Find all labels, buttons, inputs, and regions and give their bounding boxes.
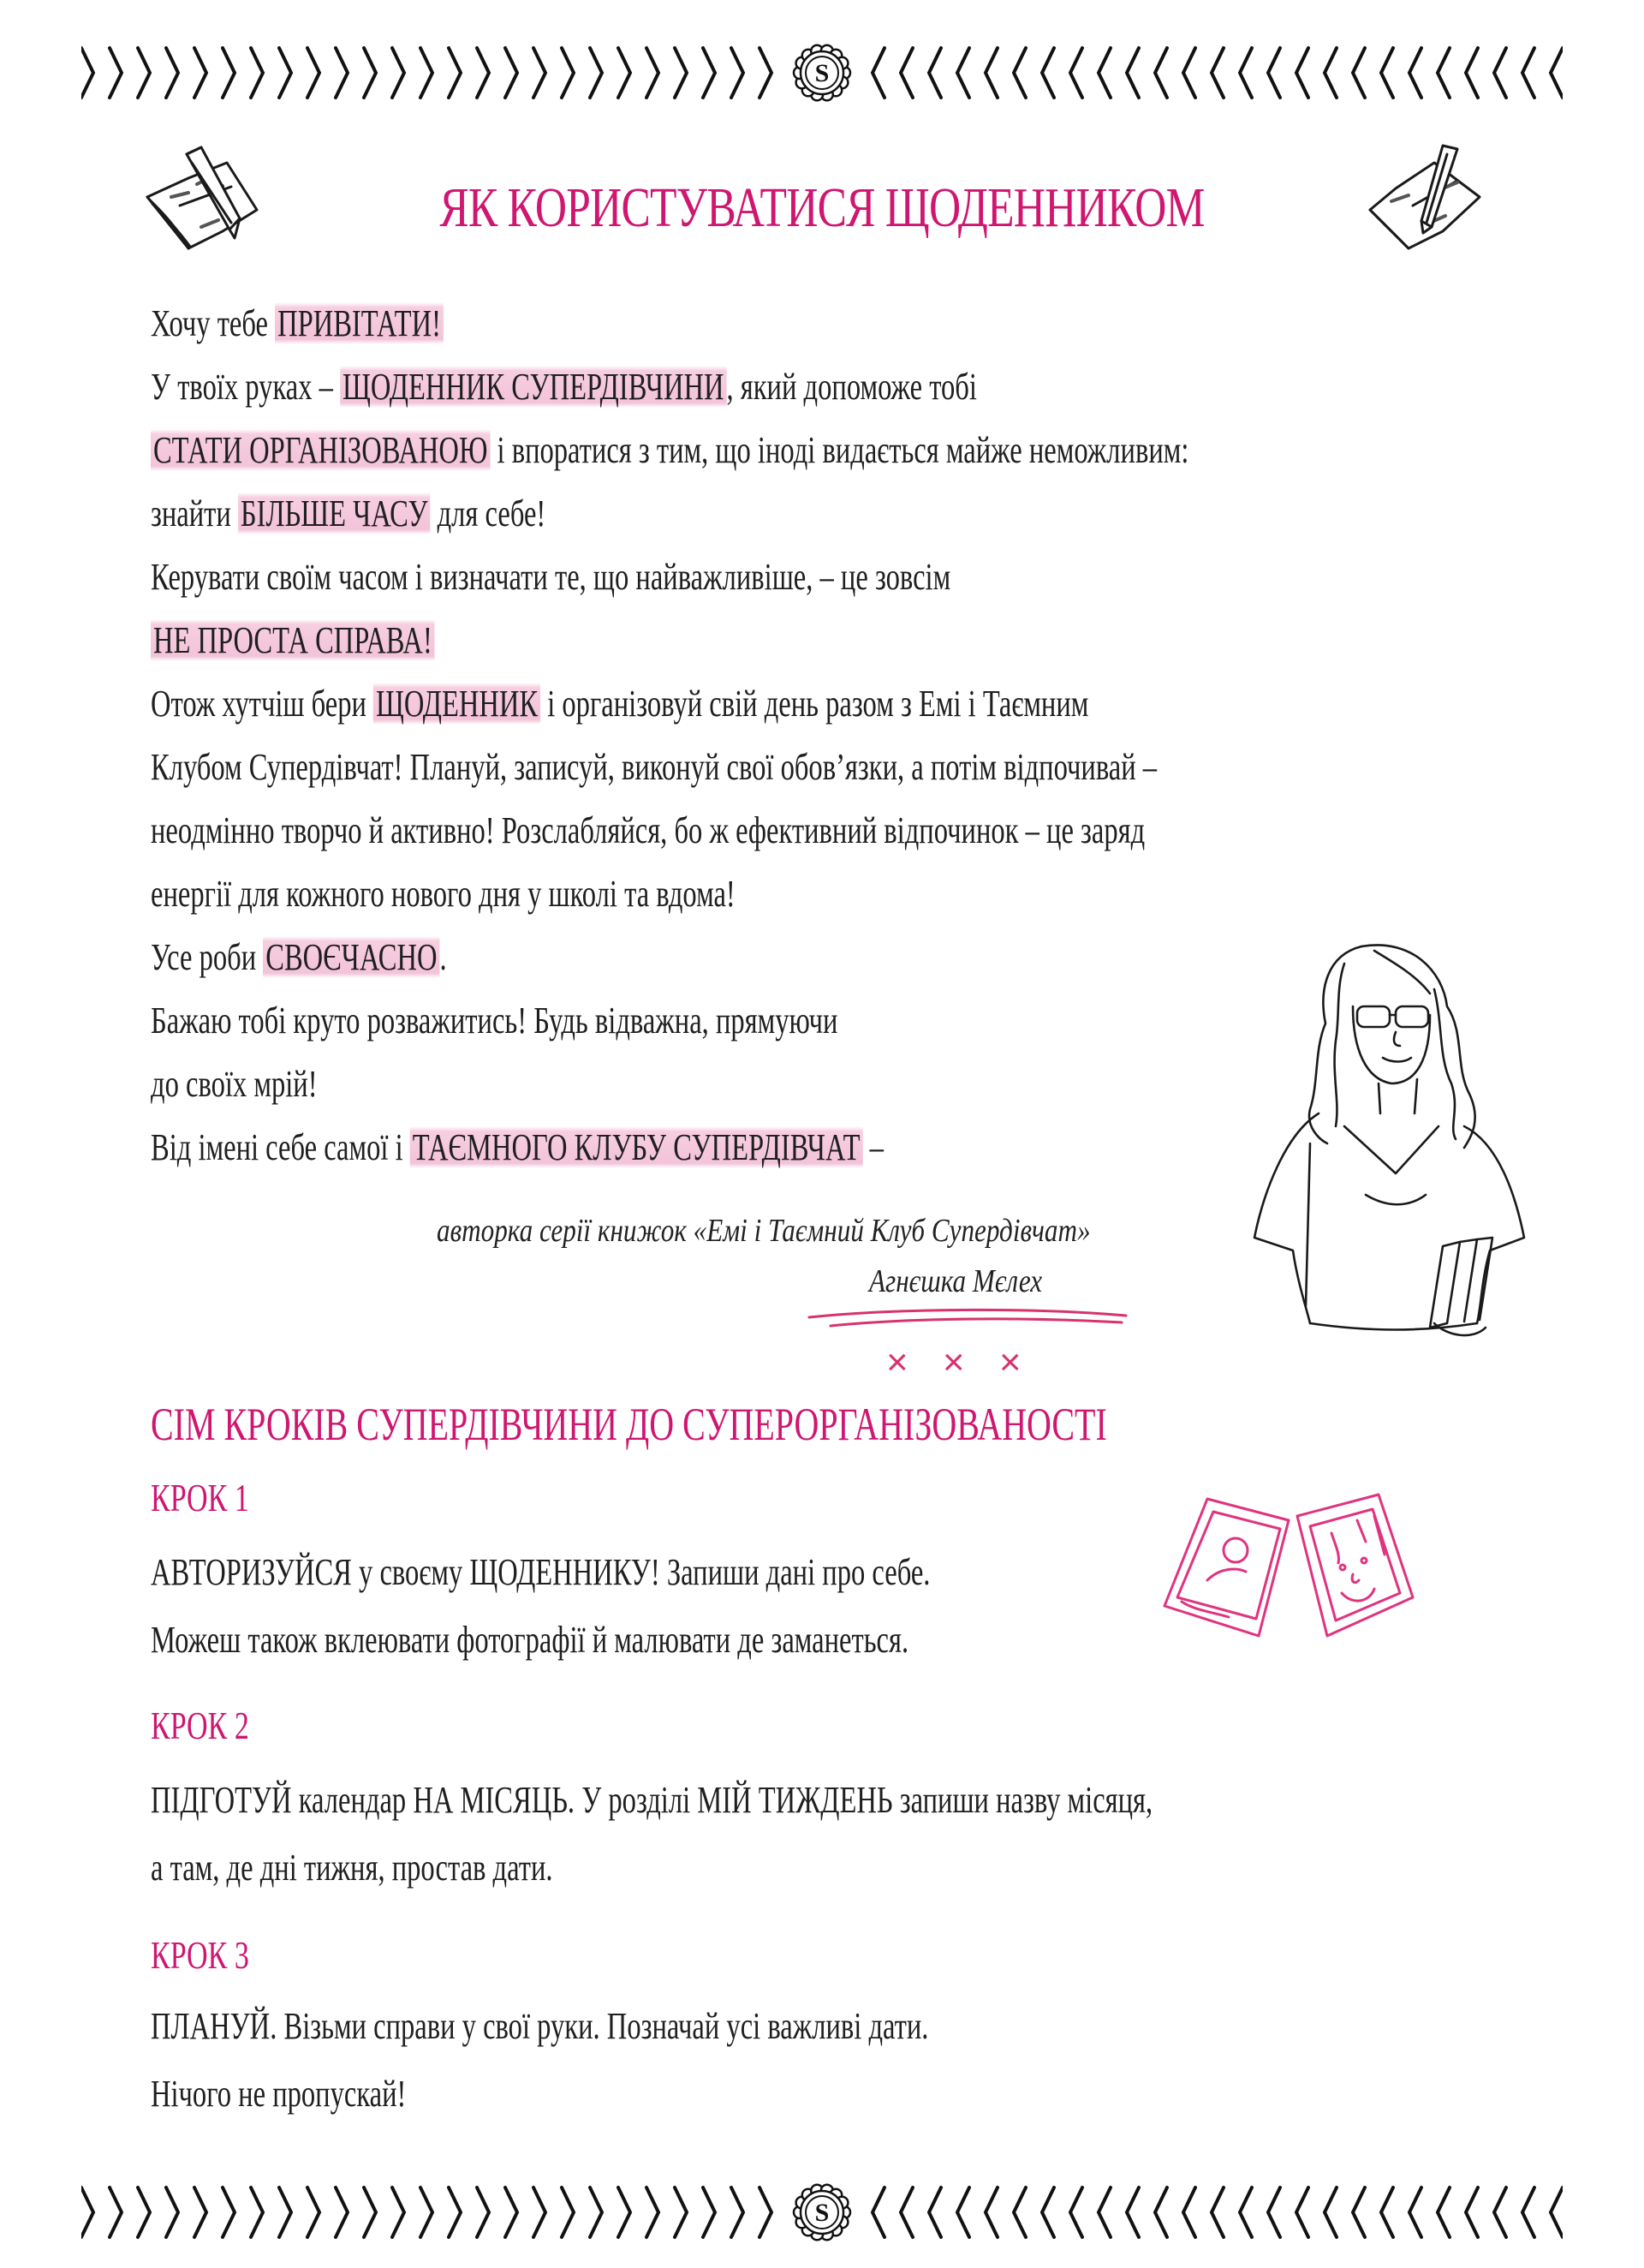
intro-line bbox=[151, 807, 1145, 855]
chevron-border-icon bbox=[81, 2182, 1563, 2242]
text-run: енергії для кожного нового дня у школі та вдома! bbox=[151, 873, 736, 915]
signature-underline-icon bbox=[805, 1302, 1130, 1336]
highlighted-phrase: СТАТИ ОРГАНІЗОВАНОЮ bbox=[151, 429, 490, 471]
step-2-line-2: а там, де дні тижня, простав дати. bbox=[151, 1847, 553, 1889]
author-portrait-icon bbox=[1224, 912, 1550, 1340]
highlighted-phrase: ЩОДЕННИК СУПЕРДІВЧИНИ bbox=[340, 366, 726, 408]
highlighted-phrase: ТАЄМНОГО КЛУБУ СУПЕРДІВЧАТ bbox=[410, 1126, 863, 1168]
text-run: Хочу тебе bbox=[151, 302, 276, 344]
highlighted-phrase: НЕ ПРОСТА СПРАВА! bbox=[151, 619, 435, 661]
highlighted-phrase: ЩОДЕННИК bbox=[373, 683, 540, 725]
text-run: Бажаю тобі круто розважитись! Будь відважна, прямуючи bbox=[151, 1000, 838, 1041]
text-run: до своїх мрій! bbox=[151, 1063, 318, 1105]
text-run: і організовуй свій день разом з Емі і Таємним bbox=[540, 683, 1089, 725]
step-2-line-1: ПІДГОТУЙ календар НА МІСЯЦЬ. У розділі МІЙ ТИЖДЕНЬ запиши назву місяця, bbox=[151, 1779, 1153, 1821]
text-run: – bbox=[862, 1126, 884, 1168]
text-run: У твоїх руках – bbox=[151, 366, 341, 408]
intro-line bbox=[151, 743, 1157, 791]
step-3-label: КРОК 3 bbox=[151, 1933, 249, 1977]
highlighted-phrase: СВОЄЧАСНО bbox=[263, 936, 439, 978]
text-run: для себе! bbox=[430, 492, 546, 534]
highlighted-phrase: БІЛЬШЕ ЧАСУ bbox=[238, 492, 431, 534]
text-run: , який допоможе тобі bbox=[726, 366, 977, 408]
step-2-label: КРОК 2 bbox=[151, 1704, 249, 1747]
text-run: Клубом Супердівчат! Плануй, записуй, виконуй свої обов’язки, а потім відпочивай – bbox=[151, 746, 1158, 788]
step-1-line-2: Можеш також вклеювати фотографії й малювати де заманеться. bbox=[151, 1619, 909, 1661]
text-run: неодмінно творчо й активно! Розслабляйся, бо ж ефективний відпочинок – це заряд bbox=[151, 809, 1146, 851]
step-3-line-2: Нічого не пропускай! bbox=[151, 2073, 407, 2115]
intro-line bbox=[151, 870, 736, 918]
intro-line bbox=[151, 997, 837, 1045]
text-run: Від імені себе самої і bbox=[151, 1126, 410, 1168]
chevron-border-icon bbox=[81, 43, 1563, 103]
intro-line bbox=[151, 300, 444, 348]
intro-line bbox=[151, 363, 977, 411]
page-title: ЯК КОРИСТУВАТИСЯ ЩОДЕННИКОМ bbox=[439, 176, 1205, 239]
text-run: Керувати своїм часом і визначати те, що найважливіше, – це зовсім bbox=[151, 556, 951, 598]
bottom-chevron-border bbox=[81, 2182, 1563, 2242]
intro-line bbox=[151, 490, 545, 538]
intro-line bbox=[151, 1124, 884, 1172]
step-1-line-1: АВТОРИЗУЙСЯ у своєму ЩОДЕННИКУ! Запиши дані про себе. bbox=[151, 1551, 931, 1593]
svg-text:S: S bbox=[814, 59, 830, 87]
top-chevron-border bbox=[81, 43, 1563, 103]
intro-line bbox=[151, 617, 435, 665]
intro-line bbox=[151, 553, 950, 601]
svg-text:S: S bbox=[814, 2199, 830, 2227]
text-run: . bbox=[439, 936, 447, 978]
signature-role: авторка серії книжок «Емі і Таємний Клуб Супердівчат» bbox=[437, 1213, 1091, 1249]
intro-line bbox=[151, 1060, 318, 1108]
highlighted-phrase: ПРИВІТАТИ! bbox=[275, 302, 444, 344]
intro-line bbox=[151, 680, 1088, 728]
step-1-label: КРОК 1 bbox=[151, 1476, 249, 1519]
text-run: знайти bbox=[151, 492, 238, 534]
step-3-line-1: ПЛАНУЙ. Візьми справи у свої руки. Позначай усі важливі дати. bbox=[151, 2005, 929, 2047]
steps-heading: СІМ КРОКІВ СУПЕРДІВЧИНИ ДО СУПЕРОРГАНІЗОВАНОСТІ bbox=[151, 1399, 1107, 1450]
signature-name: Агнєшка Мєлех bbox=[869, 1263, 1043, 1299]
text-run: і впоратися з тим, що іноді видається майже неможливим: bbox=[490, 429, 1189, 471]
text-run: Усе роби bbox=[151, 936, 264, 978]
signoff-marks: × × × bbox=[886, 1341, 1033, 1383]
photos-icon bbox=[1160, 1473, 1426, 1644]
text-run: Отож хутчіш бери bbox=[151, 683, 374, 725]
intro-line bbox=[151, 934, 447, 982]
intro-line bbox=[151, 427, 1188, 474]
